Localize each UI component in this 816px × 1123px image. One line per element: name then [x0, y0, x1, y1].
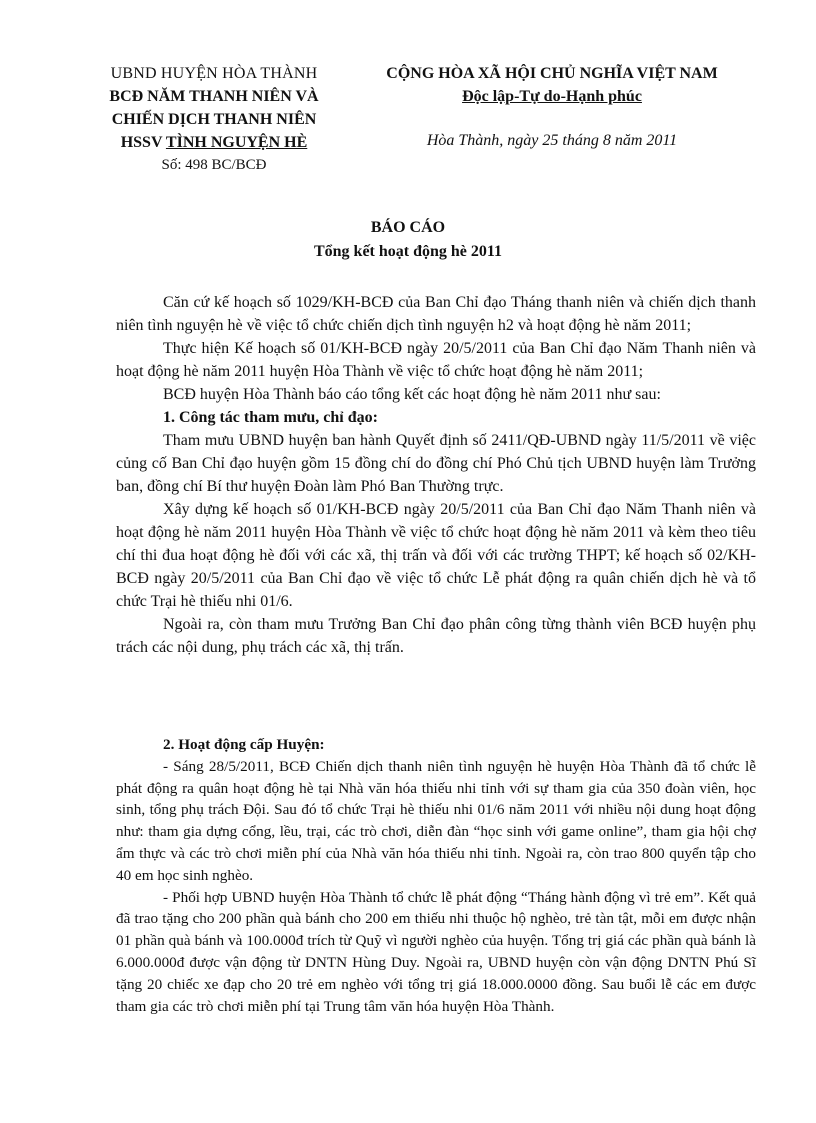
national-motto: Độc lập-Tự do-Hạnh phúc	[462, 88, 642, 105]
agency-line-2: BCĐ NĂM THANH NIÊN VÀ	[109, 88, 319, 105]
national-header-block	[352, 62, 752, 152]
issuing-agency-block	[60, 62, 368, 177]
section-1-heading: 1. Công tác tham mưu, chỉ đạo:	[163, 409, 378, 426]
agency-line-3: CHIẾN DỊCH THANH NIÊN	[111, 111, 317, 128]
section-2	[116, 734, 756, 1017]
agency-line-1: UBND HUYỆN HÒA THÀNH	[110, 65, 318, 82]
report-title: BÁO CÁO	[370, 219, 446, 236]
intro-paragraph: Căn cứ kế hoạch số 1029/KH-BCĐ của Ban Chỉ đạo Tháng thanh niên và chiến dịch thanh niên tình nguyện hè về việc tổ chức chiến dịch tình nguyện h2 và hoạt động hè năm 2011;	[116, 294, 756, 334]
report-subtitle: Tổng kết hoạt động hè 2011	[313, 243, 503, 260]
section-2-paragraph: - Sáng 28/5/2011, BCĐ Chiến dịch thanh niên tình nguyện hè huyện Hòa Thành đã tổ chức lễ phát động ra quân hoạt động hè tại Nhà văn hóa thiếu nhi tỉnh với sự tham gia của 350 đoàn viên, học sinh, tổng phụ trách Đội. Sau đó tổ chức Trại hè thiếu nhi 01/6 năm 2011 với nhiều nội dung hoạt động như: tham gia dựng cổng, lều, trại, các trò chơi, diễn đàn “học sinh với game online”, tham gia hội chợ ẩm thực và các trò chơi miễn phí của Nhà văn hóa thiếu nhi tỉnh. Ngoài ra, còn trao 800 quyển tập cho 40 em học sinh nghèo.	[116, 757, 756, 884]
national-title: CỘNG HÒA XÃ HỘI CHỦ NGHĨA VIỆT NAM	[386, 65, 718, 82]
section-1-paragraph: Xây dựng kế hoạch số 01/KH-BCĐ ngày 20/5/2011 của Ban Chỉ đạo Năm Thanh niên và hoạt động hè năm 2011 huyện Hòa Thành về việc tổ chức hoạt động hè năm 2011 và kèm theo tiêu chí thi đua hoạt động hè đối với các xã, thị trấn và đối với các trường THPT; kế hoạch số 02/KH-BCĐ ngày 20/5/2011 của Ban Chỉ đạo về việc tổ chức Lễ phát động ra quân chiến dịch hè và tổ chức Trại hè thiếu nhi 01/6.	[116, 501, 756, 610]
intro-paragraph: Thực hiện Kế hoạch số 01/KH-BCĐ ngày 20/5/2011 của Ban Chỉ đạo Năm Thanh niên và hoạt động hè năm 2011 huyện Hòa Thành về việc tổ chức hoạt động hè năm 2011;	[116, 340, 756, 380]
agency-line-4	[60, 131, 368, 154]
section-1-paragraph: Tham mưu UBND huyện ban hành Quyết định số 2411/QĐ-UBND ngày 11/5/2011 về việc củng cố Ban Chỉ đạo huyện gồm 15 đồng chí do đồng chí Phó Chủ tịch UBND huyện làm Trưởng ban, đồng chí Bí thư huyện Đoàn làm Phó Ban Thường trực.	[116, 432, 756, 495]
place-and-date: Hòa Thành, ngày 25 tháng 8 năm 2011	[426, 132, 678, 149]
intro-paragraph: BCĐ huyện Hòa Thành báo cáo tổng kết các hoạt động hè năm 2011 như sau:	[163, 386, 661, 403]
report-body	[116, 291, 756, 659]
section-1-paragraph: Ngoài ra, còn tham mưu Trưởng Ban Chỉ đạo phân công từng thành viên BCĐ huyện phụ trách các nội dung, phụ trách các xã, thị trấn.	[116, 616, 756, 656]
agency-line-4-prefix: HSSV	[120, 134, 166, 151]
section-2-heading: 2. Hoạt động cấp Huyện:	[163, 736, 325, 753]
agency-line-4-underlined: TÌNH NGUYỆN HÈ	[165, 134, 308, 151]
section-2-paragraph: - Phối hợp UBND huyện Hòa Thành tổ chức lễ phát động “Tháng hành động vì trẻ em”. Kết quả đã trao tặng cho 200 phần quà bánh cho 200 em thiếu nhi thuộc hộ nghèo, trẻ tàn tật, mỗi em được nhận 01 phần quà bánh và 100.000đ trích từ Quỹ vì người nghèo của huyện. Tổng trị giá các phần quà bánh là 6.000.000đ được vận động từ DNTN Hùng Duy. Ngoài ra, UBND huyện còn vận động DNTN Phú Sĩ tặng 20 chiếc xe đạp cho 20 trẻ em nghèo với tổng trị giá 18.000.0000 đồng. Sau buổi lễ các em được tham gia các trò chơi miễn phí tại Trung tâm văn hóa huyện Hòa Thành.	[116, 888, 756, 1015]
document-number: Số: 498 BC/BCĐ	[161, 157, 267, 173]
